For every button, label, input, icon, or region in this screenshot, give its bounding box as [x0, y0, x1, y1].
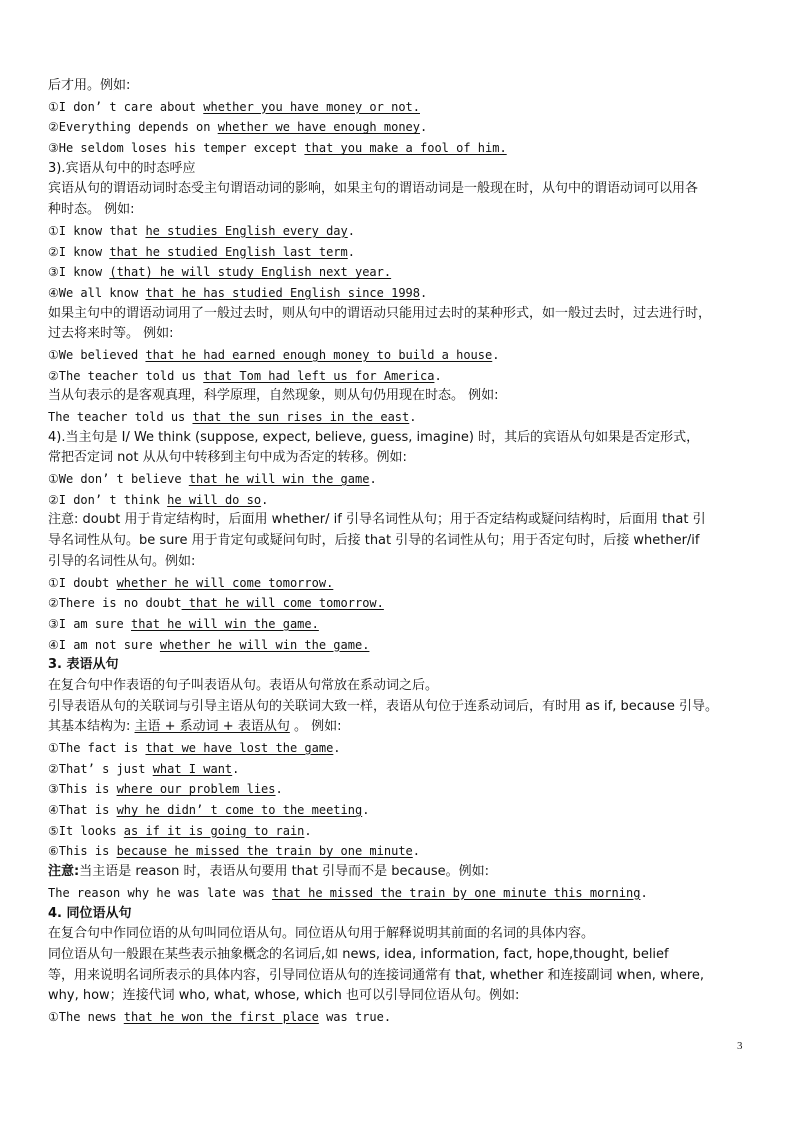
example-line [48, 883, 764, 904]
text-line [48, 428, 764, 449]
underlined-clause: why he didn’ t come to the meeting [116, 803, 363, 818]
example-line [48, 242, 764, 263]
underlined-clause: what I want [152, 761, 233, 776]
text-line [48, 448, 764, 469]
text-segment: . [369, 472, 377, 487]
text-segment: 引导表语从句的关联词与引导主语从句的关联词大致一样，表语从句位于连系动词后，有时用 as if, because 引导。 [48, 698, 718, 714]
text-segment: 常把否定词 not 从从句中转移到主句中成为否定的转移。例如: [48, 450, 407, 466]
text-line [48, 552, 764, 573]
underlined-clause: he will do so [167, 492, 262, 507]
document-page [48, 76, 764, 1028]
text-line [48, 76, 764, 97]
text-segment: . [420, 285, 428, 300]
example-line [48, 800, 764, 821]
text-segment: was true. [318, 1009, 392, 1024]
text-line [48, 531, 764, 552]
text-segment: ②I don’ t think [48, 492, 168, 507]
example-line [48, 366, 764, 387]
text-segment: . [640, 885, 648, 900]
text-segment: 其基本结构为: [48, 719, 135, 735]
example-line [48, 138, 764, 159]
text-line [48, 986, 764, 1007]
text-line [48, 697, 764, 718]
example-line [48, 635, 764, 656]
example-line [48, 117, 764, 138]
text-segment: 导名词性从句。be sure 用于肯定句或疑问句时，后接 that 引导的名词性从句；用于否定句时，后接 whether/if [48, 533, 700, 549]
underlined-clause: because he missed the train by one minute [116, 844, 413, 859]
text-segment: . [412, 844, 421, 859]
text-segment: 同位语从句一般跟在某些表示抽象概念的名词后,如 news, idea, information, fact, hope,thought, belief [48, 946, 669, 962]
text-segment: 后才用。例如: [48, 78, 131, 93]
text-segment: ④We all know [48, 285, 146, 300]
text-segment: ③He seldom loses his temper except [48, 141, 305, 156]
example-line [48, 97, 764, 118]
example-line [48, 283, 764, 304]
text-segment: . [304, 823, 312, 838]
text-line [48, 676, 764, 697]
text-segment: 。 例如: [289, 719, 342, 735]
text-segment: 在复合句中作表语的句子叫表语从句。表语从句常放在系动词之后。 [48, 677, 439, 693]
text-segment: . [420, 120, 428, 135]
text-segment: 等，用来说明名词所表示的具体内容，引导同位语从句的连接词通常有 that, whether 和连接副词 when, where, [48, 967, 705, 983]
underlined-clause: (that) he will study English next year. [109, 265, 392, 280]
text-segment: 引导的名词性从句。例如: [48, 553, 196, 569]
text-segment: ⑥This is [48, 844, 117, 859]
underlined-clause: that you make a fool of him. [304, 141, 507, 156]
underlined-clause: that he will win the game [188, 472, 370, 487]
text-segment: ②I know [48, 244, 110, 259]
text-segment: ①The fact is [48, 741, 146, 755]
underlined-clause: that he will win the game. [131, 616, 319, 631]
text-line [48, 924, 764, 945]
text-segment: ②The teacher told us [48, 368, 204, 383]
text-segment: 4).当主句是 I/ We think (suppose, expect, believe, guess, imagine) 时，其后的宾语从句如果是否定形式， [48, 429, 700, 445]
text-line [48, 510, 764, 531]
text-segment: . [261, 492, 269, 507]
underlined-clause: as if it is going to rain [123, 823, 305, 838]
example-line [48, 345, 764, 366]
text-segment: . [333, 741, 341, 755]
example-line [48, 593, 764, 614]
text-segment: ②There is no doubt [48, 596, 182, 611]
example-line [48, 1007, 764, 1028]
example-line [48, 614, 764, 635]
text-segment: 注意: doubt 用于肯定结构时，后面用 whether/ if 引导名词性从句；用于否定结构或疑问结构时，后面用 that 引 [48, 512, 706, 528]
text-segment: ①I know that [48, 223, 146, 238]
text-segment: . [275, 782, 283, 797]
example-line [48, 841, 764, 862]
text-segment: ①I don’ t care about [48, 99, 204, 114]
underlined-clause: that he won the first place [123, 1009, 319, 1024]
text-line [48, 179, 764, 200]
text-segment: 过去将来时等。 例如: [48, 326, 174, 342]
example-line [48, 221, 764, 242]
text-segment: ②Everything depends on [48, 120, 218, 135]
text-segment: ③I am sure [48, 616, 132, 631]
section-heading [48, 655, 764, 676]
text-segment: 当主语是 reason 时，表语从句要用 that 引导而不是 because。例如: [79, 864, 490, 880]
text-segment: ④I am not sure [48, 637, 160, 652]
example-line [48, 490, 764, 511]
text-segment: 如果主句中的谓语动词用了一般过去时，则从句中的谓语动只能用过去时的某种形式，如一般过去时，过去进行时， [48, 305, 712, 321]
text-line [48, 945, 764, 966]
example-line [48, 759, 764, 780]
text-segment: ②That’ s just [48, 761, 153, 776]
text-segment: 当从句表示的是客观真理，科学原理，自然现象，则从句仍用现在时态。 例如: [48, 388, 499, 404]
underlined-clause: that he has studied English since 1998 [145, 285, 420, 300]
example-line [48, 262, 764, 283]
text-segment: . [362, 803, 370, 818]
section-heading [48, 904, 764, 925]
text-segment: ⑤It looks [48, 823, 124, 838]
underlined-clause: he studies English every day [145, 223, 348, 238]
text-line [48, 966, 764, 987]
text-segment: 4. 同位语从句 [48, 905, 132, 921]
text-segment: ③This is [48, 782, 117, 797]
text-segment: . [347, 244, 355, 259]
underlined-clause: whether he will come tomorrow. [116, 575, 334, 590]
text-segment: . [347, 223, 355, 238]
example-line [48, 821, 764, 842]
underlined-clause: 主语 + 系动词 + 表语从句 [134, 719, 290, 735]
text-line [48, 304, 764, 325]
text-line [48, 159, 764, 180]
text-segment: 在复合句中作同位语的从句叫同位语从句。同位语从句用于解释说明其前面的名词的具体内容。 [48, 926, 595, 942]
example-line [48, 779, 764, 800]
text-segment: ①I doubt [48, 575, 117, 590]
underlined-clause: that he had earned enough money to build a house [145, 347, 493, 362]
underlined-clause: that Tom had left us for America [203, 368, 435, 383]
underlined-clause: whether we have enough money [217, 120, 420, 135]
text-line [48, 324, 764, 345]
text-segment: 注意: [48, 864, 80, 880]
underlined-clause: that he studied English last term [109, 244, 348, 259]
text-segment: 3).宾语从句中的时态呼应 [48, 160, 196, 176]
underlined-clause: that he will come tomorrow. [181, 596, 384, 611]
underlined-clause: that we have lost the game [145, 741, 334, 755]
text-segment: . [492, 347, 500, 362]
example-line [48, 407, 764, 428]
text-line [48, 862, 764, 883]
text-segment: ①The news [48, 1009, 124, 1024]
page-number: 3 [737, 1040, 743, 1052]
example-line [48, 738, 764, 759]
text-segment: The reason why he was late was [48, 885, 272, 900]
underlined-clause: that the sun rises in the east [192, 410, 410, 424]
text-segment: 种时态。 例如: [48, 202, 135, 218]
text-segment: why, how；连接代词 who, what, whose, which 也可以引导同位语从句。例如: [48, 988, 520, 1004]
underlined-clause: where our problem lies [116, 782, 276, 797]
text-segment: The teacher told us [48, 410, 193, 424]
text-segment: 宾语从句的谓语动词时态受主句谓语动词的影响，如果主句的谓语动词是一般现在时，从句中的谓语动词可以用各 [48, 181, 699, 197]
text-segment: 3. 表语从句 [48, 657, 119, 673]
text-segment: ①We believed [48, 347, 146, 362]
text-segment: . [232, 761, 240, 776]
text-line [48, 200, 764, 221]
underlined-clause: whether you have money or not. [203, 99, 420, 114]
underlined-clause: whether he will win the game. [159, 637, 370, 652]
text-segment: ③I know [48, 265, 110, 280]
text-line [48, 717, 764, 738]
example-line [48, 469, 764, 490]
underlined-clause: that he missed the train by one minute this morning [271, 885, 641, 900]
text-segment: ④That is [48, 803, 117, 818]
text-segment: ①We don’ t believe [48, 472, 189, 487]
example-line [48, 573, 764, 594]
text-line [48, 386, 764, 407]
text-segment: . [434, 368, 442, 383]
text-segment: . [409, 410, 417, 424]
